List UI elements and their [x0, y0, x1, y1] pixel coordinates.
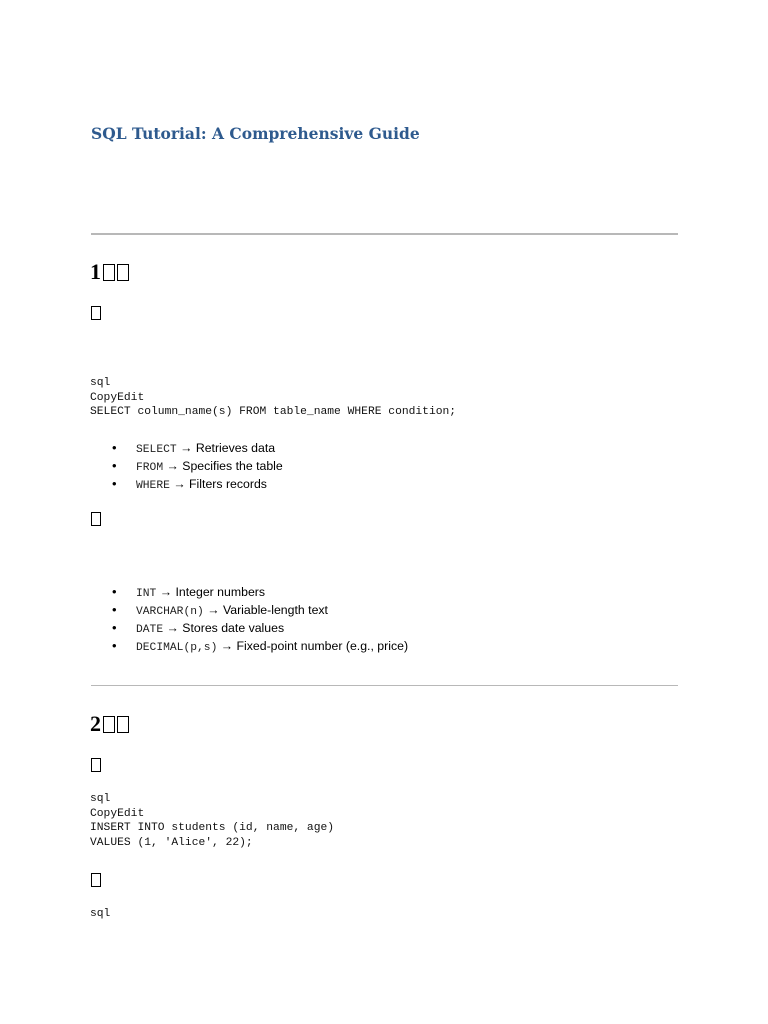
document-title: SQL Tutorial: A Comprehensive Guide [91, 124, 420, 143]
list-item: • DECIMAL(p,s) → Fixed-point number (e.g., price) [136, 637, 408, 655]
list-item: • VARCHAR(n) → Variable-length text [136, 601, 408, 619]
copy-edit-label[interactable]: CopyEdit [90, 807, 145, 820]
list-item: • SELECT → Retrieves data [136, 439, 283, 457]
missing-glyph-icon [103, 716, 115, 733]
subheading-placeholder [91, 306, 101, 325]
code-language: sql [90, 793, 111, 805]
code-line: INSERT INTO students (id, name, age) [90, 822, 335, 834]
code-block [90, 376, 456, 420]
section-2-heading [90, 711, 129, 737]
code-block [90, 907, 110, 922]
missing-glyph-icon [91, 306, 101, 320]
copy-edit-label[interactable]: CopyEdit [90, 391, 145, 404]
code-language: sql [90, 377, 111, 389]
code-block [90, 792, 334, 850]
list-item: • WHERE → Filters records [136, 475, 283, 493]
code-line: SELECT column_name(s) FROM table_name WHERE condition; [90, 406, 457, 418]
list-item: • DATE → Stores date values [136, 619, 408, 637]
code-language: sql [90, 908, 111, 920]
code-line: VALUES (1, 'Alice', 22); [90, 836, 253, 849]
keyword-list [136, 439, 283, 493]
horizontal-rule [91, 233, 678, 235]
missing-glyph-icon [91, 512, 101, 526]
missing-glyph-icon [117, 264, 129, 281]
subheading-placeholder [91, 758, 101, 777]
section-number: 2 [90, 711, 101, 736]
missing-glyph-icon [91, 873, 101, 887]
section-1-heading [90, 259, 129, 285]
subheading-placeholder [91, 512, 101, 531]
horizontal-rule [91, 685, 678, 686]
missing-glyph-icon [117, 716, 129, 733]
subheading-placeholder [91, 873, 101, 892]
missing-glyph-icon [103, 264, 115, 281]
missing-glyph-icon [91, 758, 101, 772]
list-item: • FROM → Specifies the table [136, 457, 283, 475]
list-item: • INT → Integer numbers [136, 583, 408, 601]
datatype-list [136, 583, 408, 655]
section-number: 1 [90, 259, 101, 284]
